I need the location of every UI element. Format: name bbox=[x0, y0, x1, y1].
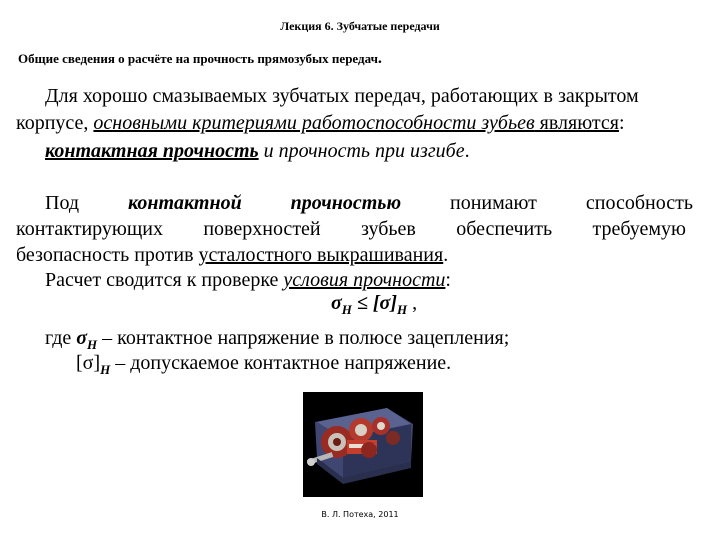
definition-line-3: безопасность против усталостного выкрашивания. bbox=[16, 244, 449, 266]
strength-formula: $\sigma_H \le [\sigma]_H$ , bbox=[331, 292, 418, 317]
strength-term: прочностью bbox=[290, 192, 402, 214]
check-line: Расчет сводится к проверке условия прочности: bbox=[45, 269, 451, 291]
paragraph-criteria-line-3: контактная прочность и прочность при изгибе. bbox=[45, 140, 470, 162]
paragraph-criteria-line-2: корпусе, основными критериями работоспособности зубьев являются: bbox=[16, 112, 625, 134]
fatigue-pitting-term: усталостного выкрашивания bbox=[198, 244, 444, 266]
contact-strength-term: контактная прочность bbox=[45, 140, 259, 162]
gearbox-illustration bbox=[303, 392, 423, 497]
slide-subtitle: Общие сведения о расчёте на прочность прямозубых передач. bbox=[18, 50, 382, 67]
where-line-2: $[\sigma]_H$ – допускаемое контактное напряжение. bbox=[76, 352, 452, 377]
author-credit: В. Л. Потеха, 2011 bbox=[321, 510, 399, 519]
lecture-title: Лекция 6. Зубчатые передачи bbox=[280, 19, 440, 33]
definition-line-1: Под контактной прочностью понимают способность bbox=[45, 189, 693, 217]
criteria-term: основными критериями работоспособности зубьев bbox=[93, 112, 535, 134]
definition-line-2: контактирующих поверхностей зубьев обеспечить требуемую bbox=[16, 218, 686, 240]
bending-strength-term: прочность при изгибе bbox=[278, 140, 465, 162]
strength-condition-term: условия прочности bbox=[283, 269, 446, 291]
paragraph-criteria bbox=[45, 82, 639, 110]
contact-term: контактной bbox=[128, 192, 242, 214]
gearbox-photo bbox=[303, 392, 423, 497]
where-line-1: где $\sigma_H$ – контактное напряжение в полюсе зацепления; bbox=[45, 327, 510, 352]
criteria-line-1: Для хорошо смазываемых зубчатых передач, работающих в закрытом bbox=[45, 85, 639, 107]
